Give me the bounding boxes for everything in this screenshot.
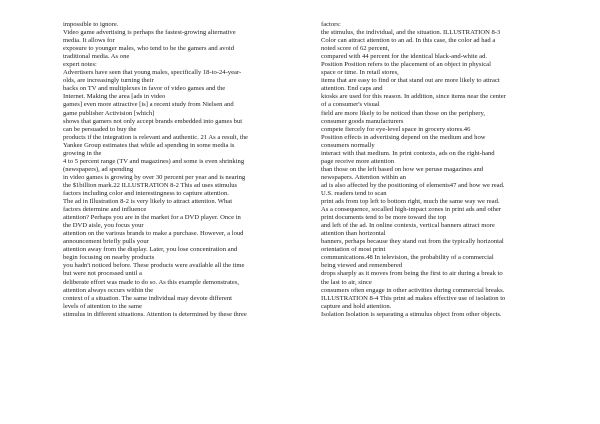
text-line: Color can attract attention to an ad. In this case, the color ad had a [321, 37, 496, 45]
text-line: but were not processed until a [63, 270, 142, 278]
text-line: you hadn't noticed before. These products were available all the time [63, 262, 245, 270]
text-line: the stimulus, the individual, and the situation. ILLUSTRATION 8-3 [321, 29, 501, 37]
text-line: the last to air, since [321, 278, 372, 286]
text-line: the DVD aisle, you focus your [63, 222, 144, 230]
text-line: consumers often engage in other activities during commercial breaks. [321, 286, 505, 294]
text-line: page receive more attention [321, 157, 395, 165]
text-line: context of a situation. The same individual may devote different [63, 294, 232, 302]
text-line: backs on TV and multiplexes in favor of video games and the [63, 85, 226, 93]
text-line: U.S. readers tend to scan [321, 189, 387, 197]
text-line: space or time. In retail stores, [321, 69, 399, 77]
text-line: interact with that medium. In print contexts, ads on the right-hand [321, 149, 495, 157]
text-line: factors: [321, 21, 341, 28]
text-line: attention than horizontal [321, 230, 386, 238]
text-line: and left of the ad. In online contexts, vertical banners attract more [321, 222, 495, 230]
text-line: 4 to 5 percent range (TV and magazines) and some is even shrinking [63, 157, 245, 165]
text-line: begin focusing on nearby products [63, 254, 155, 262]
text-line: attention always occurs within the [63, 286, 154, 294]
text-line: factors determine and influence [63, 206, 147, 214]
text-line: the $1billion mark.22 ILLUSTRATION 8-2 This ad uses stimulus [63, 181, 238, 189]
text-line: drops sharply as it moves from being the first to air during a break to [321, 270, 503, 278]
text-line: game publisher Activision [which] [63, 109, 155, 117]
text-line: Position effects in advertising depend on the medium and how [321, 133, 486, 141]
text-line: (newspapers), ad spending [63, 165, 134, 173]
text-line: attention away from the display. Later, you lose concentration and [63, 246, 238, 254]
text-line: The ad in Illustration 8-2 is very likely to attract attention. What [63, 198, 233, 206]
text-line: deliberate effort was made to do so. As this example demonstrates, [63, 278, 240, 286]
text-line: traditional media. As one [63, 53, 130, 61]
text-line: than those on the left based on how we peruse magazines and [321, 165, 484, 173]
text-line: consumers normally [321, 141, 375, 149]
text-line: Video game advertising is perhaps the fastest-growing alternative [63, 29, 236, 37]
text-line: factors including color and interestingness to capture attention. [63, 189, 229, 197]
text-line: field are more likely to be noticed than those on the periphery, [321, 109, 485, 117]
text-line: compared with 44 percent for the identical black-and-white ad. [321, 53, 488, 61]
text-line: attention on the various brands to make a purchase. However, a loud [63, 230, 244, 238]
right-text-column [321, 21, 566, 319]
text-line: expert notes: [63, 61, 97, 69]
text-line: orientation of most print [321, 246, 386, 254]
left-text-column [63, 21, 303, 319]
text-line: communications.48 In television, the probability of a commercial [321, 254, 494, 262]
text-line: banners, perhaps because they stand out from the typically horizontal [321, 238, 504, 246]
text-line: print ads from top left to bottom right, much the same way we read. [321, 198, 500, 206]
text-line: noted score of 62 percent, [321, 45, 390, 53]
text-line: ad is also affected by the positioning of elements47 and how we read. [321, 181, 505, 189]
text-line: Advertisers have seen that young males, specifically 18-to-24-year- [63, 69, 242, 77]
text-line: compete fiercely for eye-level space in grocery stores.46 [321, 125, 471, 133]
text-line: in video games is growing by over 30 percent per year and is nearing [63, 173, 246, 181]
text-line: levels of attention to the same [63, 302, 142, 310]
text-line: consumer goods manufacturers [321, 117, 404, 125]
text-line: attention. End caps and [321, 85, 383, 93]
text-line: print documents tend to be more toward the top [321, 214, 447, 222]
text-line: announcement briefly pulls your [63, 238, 149, 246]
text-line: Internet. Making the area [ads in video [63, 93, 166, 101]
text-line: newspapers. Attention within an [321, 173, 406, 181]
text-line: being viewed and remembered [321, 262, 403, 270]
text-line: shows that gamers not only accept brands embedded into games but [63, 117, 243, 125]
text-line: Isolation Isolation is separating a stimulus object from other objects. [321, 310, 502, 318]
text-line: As a consequence, socalled high-impact zones in print ads and other [321, 206, 501, 214]
text-line: Yankee Group estimates that while ad spending in some media is [63, 141, 235, 149]
text-line: impossible to ignore. [63, 21, 119, 28]
text-line: ILLUSTRATION 8-4 This print ad makes effective use of isolation to [321, 294, 506, 302]
text-line: can be persuaded to buy the [63, 125, 137, 133]
text-line: olds, are increasingly turning their [63, 77, 154, 85]
text-line: capture and hold attention. [321, 302, 392, 310]
text-line: items that are easy to find or that stand out are more likely to attract [321, 77, 500, 85]
text-line: games] even more attractive [is] a recent study from Nielsen and [63, 101, 234, 109]
text-line: Position Position refers to the placement of an object in physical [321, 61, 491, 69]
text-line: attention? Perhaps you are in the market for a DVD player. Once in [63, 214, 241, 222]
text-line: kiosks are used for this reason. In addition, since items near the center [321, 93, 506, 101]
text-line: growing in the [63, 149, 102, 157]
text-line: exposure to younger males, who tend to be the gamers and avoid [63, 45, 235, 53]
text-line: products if the integration is relevant and authentic. 21 As a result, the [63, 133, 248, 141]
text-line: of a consumer's visual [321, 101, 380, 109]
text-line: media. It allows for [63, 37, 115, 45]
text-line: stimulus in different situations. Attention is determined by these three [63, 310, 247, 318]
